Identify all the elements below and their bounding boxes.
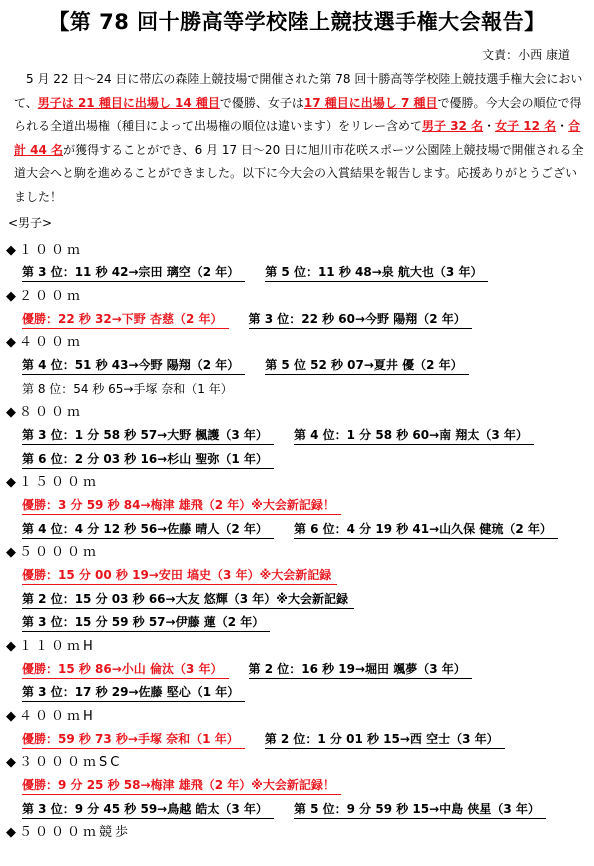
intro-text: 5 月 22 日～24 日に帯広の森陸上競技場で開催された第 78 回十勝高等学校陸上競技選手権大会において、 (14, 72, 583, 110)
winner-result: 優勝：59 秒 73 秒→手塚 奈和（1 年） (22, 730, 245, 749)
event-heading: ◆４００ｍ (6, 335, 83, 351)
placing-result: 第 3 位：1 分 58 秒 57→大野 楓護（3 年） (22, 426, 274, 445)
placing-result: 第 8 位：54 秒 65→手塚 奈和（1 年） (22, 381, 233, 396)
result-row (22, 356, 489, 375)
result-row (22, 496, 361, 515)
placing-result: 第 3 位：17 秒 29→佐藤 堅心（1 年） (22, 683, 245, 702)
winner-result: 優勝：3 分 59 秒 84→梅津 雄飛（2 年）※大会新記録！ (22, 496, 341, 515)
event-heading: ◆１１０ｍH (6, 639, 96, 655)
winner-result: 優勝：22 秒 32→下野 杏慈（2 年） (22, 310, 229, 329)
placing-result: 第 3 位：22 秒 60→今野 陽翔（2 年） (249, 310, 472, 329)
placing-result: 第 2 位：15 分 03 秒 66→大友 悠輝（3 年）※大会新記録 (22, 590, 354, 609)
women-entries-highlight: 17 種目に出場し 7 種目 (303, 95, 438, 110)
placing-result: 第 6 位：4 分 19 秒 41→山久保 健琉（2 年） (294, 520, 558, 539)
placing-result: 第 5 位：9 分 59 秒 15→中島 侠星（3 年） (294, 800, 546, 819)
placing-result: 第 3 位：15 分 59 秒 57→伊藤 蓮（2 年） (22, 613, 270, 632)
placing-result: 第 4 位：1 分 58 秒 60→南 翔太（3 年） (294, 426, 534, 445)
placing-result: 第 5 位 52 秒 07→夏井 優（2 年） (265, 356, 468, 375)
placing-result: 第 4 位：4 分 12 秒 56→佐藤 晴人（2 年） (22, 520, 274, 539)
men-section-label: <男子> (8, 216, 53, 230)
winner-result: 優勝：15 秒 86→小山 倫汰（3 年） (22, 660, 229, 679)
event-heading: ◆１５００ｍ (6, 475, 99, 491)
placing-result: 第 5 位：11 秒 48→泉 航大也（3 年） (265, 263, 488, 282)
event-heading: ◆１００ｍ (6, 243, 83, 258)
result-row (22, 613, 290, 632)
event-heading: ◆８００ｍ (6, 405, 83, 421)
result-row (22, 800, 566, 819)
placing-result: 第 4 位：51 秒 43→今野 陽翔（2 年） (22, 356, 245, 375)
author-credit: 文責：小西 康道 (482, 48, 570, 62)
result-row (22, 590, 374, 609)
event-heading: ◆３０００ｍSC (6, 755, 123, 771)
men-entries-highlight: 男子は 21 種目に出場し 14 種目 (37, 95, 220, 110)
event-heading: ◆５０００ｍ (6, 545, 99, 561)
intro-text: ・ (483, 119, 496, 133)
intro-paragraph (14, 68, 586, 209)
event-heading: ◆４００ｍH (6, 709, 96, 725)
placing-result: 第 2 位：1 分 01 秒 15→西 空士（3 年） (265, 730, 505, 749)
result-row (22, 380, 259, 398)
placing-result: 第 3 位：11 秒 42→宗田 璃空（2 年） (22, 263, 245, 282)
result-row (22, 520, 578, 539)
event-heading: ◆５０００ｍ競歩 (6, 825, 131, 841)
intro-text: で優勝。今大会の順位で得られる全道出場権（種目によって出場権の順位は違います）をリレー含めて (14, 95, 582, 133)
result-row (22, 730, 525, 749)
result-row (22, 776, 361, 795)
page-title: 【第 78 回十勝高等学校陸上競技選手権大会報告】 (48, 10, 546, 34)
intro-text: ・ (556, 119, 569, 133)
result-row (22, 683, 265, 702)
result-row (22, 310, 492, 329)
placing-result: 第 2 位：16 秒 19→堀田 颯夢（3 年） (249, 660, 472, 679)
result-row (22, 450, 294, 469)
event-heading: ◆２００ｍ (6, 289, 83, 305)
result-row (22, 263, 508, 282)
placing-result: 第 3 位：9 分 45 秒 59→鳥越 皓太（3 年） (22, 800, 274, 819)
total-qualifiers-highlight: 合計 44 名 (14, 119, 581, 157)
women-qualifiers-highlight: 女子 12 名 (495, 119, 557, 133)
men-qualifiers-highlight: 男子 32 名 (422, 119, 484, 133)
intro-text: で優勝、女子は (219, 95, 304, 110)
result-row (22, 566, 357, 585)
result-row (22, 426, 554, 445)
placing-result: 第 6 位：2 分 03 秒 16→杉山 聖弥（1 年） (22, 450, 274, 469)
intro-text: が獲得することができ、6 月 17 日～20 日に旭川市花咲スポーツ公園陸上競技場で開催される全道大会へと駒を進めることができました。以下に今大会の入賞結果を報告します。応援ありがとうございました！ (14, 142, 584, 204)
winner-result: 優勝：15 分 00 秒 19→安田 塙史（3 年）※大会新記録 (22, 566, 337, 585)
winner-result: 優勝：9 分 25 秒 58→梅津 雄飛（2 年）※大会新記録！ (22, 776, 341, 795)
result-row (22, 660, 492, 679)
